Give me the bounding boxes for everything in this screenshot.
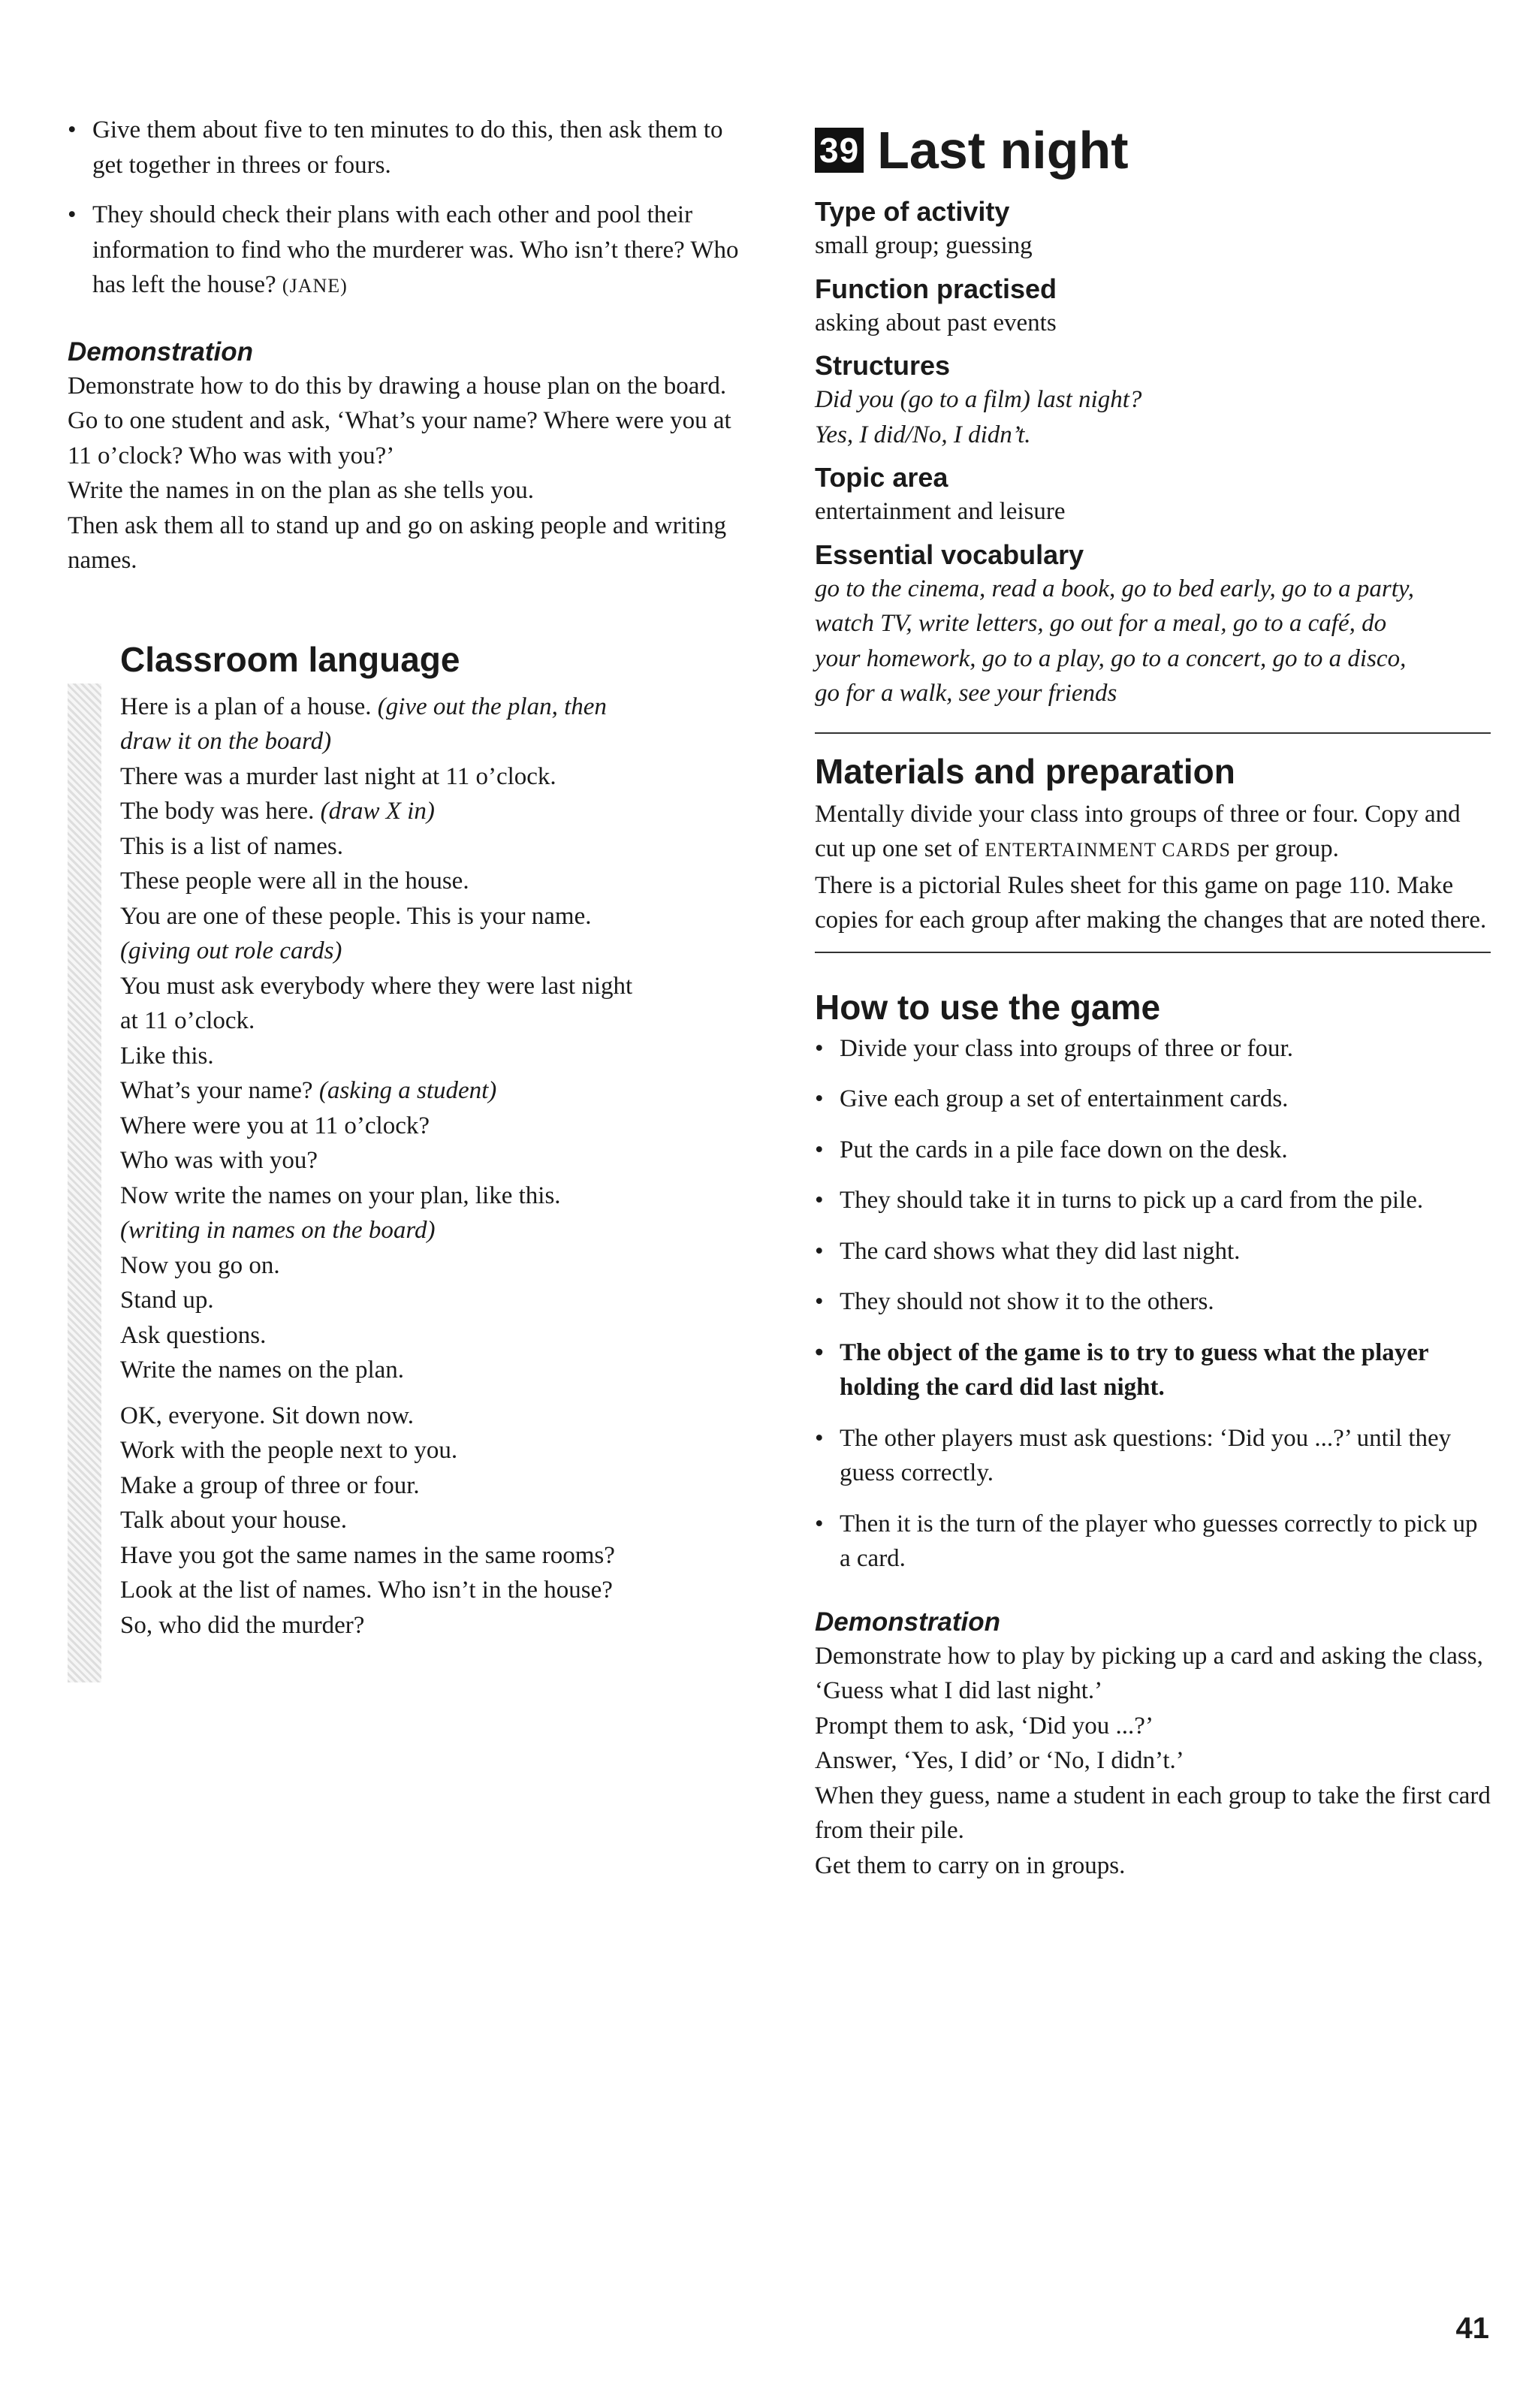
- classroom-language-line: Work with the people next to you.: [120, 1437, 458, 1464]
- materials-heading: Materials and preparation: [815, 751, 1235, 791]
- paragraph: Then ask them all to stand up and go on asking people and writing names.: [68, 511, 727, 574]
- classroom-language-line: Stand up.: [120, 1287, 214, 1314]
- paragraph: Demonstrate how to play by picking up a card and asking the class, ‘Guess what I did last night.’: [815, 1642, 1483, 1704]
- classroom-language-line: There was a murder last night at 11 o’clock.: [120, 762, 556, 790]
- classroom-language-line: Talk about your house.: [120, 1507, 347, 1534]
- bullet-dot-icon: •: [815, 1338, 824, 1366]
- classroom-language-line: OK, everyone. Sit down now.: [120, 1402, 415, 1429]
- stage-direction: (draw X in): [320, 798, 435, 825]
- classroom-language-line: Who was with you?: [120, 1147, 318, 1174]
- classroom-language-line: Like this.: [120, 1042, 214, 1070]
- bullet-dot-icon: •: [815, 1237, 824, 1265]
- classroom-language-lines: [120, 690, 743, 1388]
- stage-direction: (give out the plan, then: [377, 693, 607, 720]
- paragraph: Demonstrate how to do this by drawing a house plan on the board.: [68, 372, 727, 400]
- vocabulary-line: your homework, go to a play, go to a concert, go to a disco,: [815, 644, 1407, 672]
- classroom-language-line: Here is a plan of a house. (give out the plan, then: [120, 693, 607, 720]
- page-title: Last night: [877, 121, 1129, 180]
- paragraph: Answer, ‘Yes, I did’ or ‘No, I didn’t.’: [815, 1747, 1184, 1774]
- vocabulary-line: go for a walk, see your friends: [815, 680, 1117, 707]
- paragraph: When they guess, name a student in each group to take the first card from their pile.: [815, 1782, 1491, 1844]
- list-item: • Then it is the turn of the player who guesses correctly to pick up a card.: [815, 1507, 1491, 1577]
- bullet-dot-icon: •: [815, 1424, 824, 1452]
- bullet-dot-icon: •: [815, 1034, 824, 1062]
- activity-number-badge: 39: [815, 128, 864, 173]
- paragraph: Get them to carry on in groups.: [815, 1851, 1126, 1879]
- classroom-language-line: [120, 724, 743, 759]
- type-value: small group; guessing: [815, 232, 1033, 259]
- bullet-dot-icon: •: [68, 116, 77, 143]
- classroom-language-line: Make a group of three or four.: [120, 1471, 420, 1499]
- function-value: asking about past events: [815, 309, 1057, 336]
- classroom-language-line: This is a list of names.: [120, 832, 343, 860]
- list-item: • Give them about five to ten minutes to do this, then ask them to get together in threes or fours.: [68, 113, 743, 183]
- classroom-language-lines-2: [120, 1399, 743, 1643]
- classroom-language-line: Now you go on.: [120, 1251, 280, 1279]
- paragraph: Prompt them to ask, ‘Did you ...?’: [815, 1712, 1154, 1740]
- classroom-language-line: [120, 1213, 743, 1248]
- classroom-language-line: So, who did the murder?: [120, 1611, 365, 1639]
- stage-direction: (giving out role cards): [120, 937, 342, 964]
- bullet-dot-icon: •: [815, 1510, 824, 1537]
- list-item: • Give each group a set of entertainment cards.: [815, 1082, 1491, 1117]
- classroom-language-line: Look at the list of names. Who isn’t in the house?: [120, 1577, 613, 1604]
- stage-direction: draw it on the board): [120, 728, 332, 755]
- classroom-language-line: What’s your name? (asking a student): [120, 1077, 497, 1104]
- materials-paragraph: There is a pictorial Rules sheet for this game on page 110. Make copies for each group after making the changes that are noted there.: [815, 871, 1487, 934]
- list-item: • Divide your class into groups of three or four.: [815, 1031, 1491, 1067]
- classroom-language-line: Now write the names on your plan, like this.: [120, 1181, 561, 1209]
- character-name: (JANE): [282, 275, 348, 297]
- vocabulary-line: watch TV, write letters, go out for a meal, go to a café, do: [815, 610, 1387, 637]
- classroom-language-heading: Classroom language: [120, 639, 460, 679]
- how-to-bullet-list: [815, 1031, 1491, 1577]
- list-item: • The card shows what they did last night.: [815, 1234, 1491, 1269]
- classroom-language-line: [120, 934, 743, 969]
- list-item: • They should take it in turns to pick up a card from the pile.: [815, 1183, 1491, 1218]
- bullet-dot-icon: •: [815, 1085, 824, 1112]
- demonstration-heading: Demonstration: [815, 1607, 1000, 1637]
- vocabulary-label: Essential vocabulary: [815, 539, 1084, 570]
- bullet-dot-icon: •: [68, 201, 77, 228]
- left-column: [68, 113, 743, 1643]
- vocabulary-line: go to the cinema, read a book, go to bed early, go to a party,: [815, 575, 1414, 602]
- list-item: • Put the cards in a pile face down on the desk.: [815, 1133, 1491, 1168]
- list-item: • They should check their plans with each other and pool their information to find who the murderer was. Who isn’t there? Who has left the house? (JANE): [68, 198, 743, 304]
- paragraph: Go to one student and ask, ‘What’s your name? Where were you at 11 o’clock? Who was with you?’: [68, 407, 731, 469]
- activity-title: [815, 113, 1491, 188]
- intro-bullet-list: [68, 113, 743, 304]
- topic-label: Topic area: [815, 462, 948, 493]
- bullet-dot-icon: •: [815, 1136, 824, 1163]
- classroom-language-line: These people were all in the house.: [120, 868, 469, 895]
- structures-label: Structures: [815, 350, 951, 381]
- classroom-language-line: at 11 o’clock.: [120, 1007, 255, 1034]
- list-item: • The other players must ask questions: ‘Did you ...?’ until they guess correctly.: [815, 1421, 1491, 1491]
- bullet-dot-icon: •: [815, 1187, 824, 1214]
- classroom-language-line: The body was here. (draw X in): [120, 798, 435, 825]
- materials-paragraph: Mentally divide your class into groups of three or four. Copy and cut up one set of ENTERTAINMENT CARDS per group.: [815, 800, 1461, 862]
- type-label: Type of activity: [815, 196, 1010, 227]
- classroom-language-box: [68, 638, 743, 1643]
- page-number: 41: [1455, 2312, 1489, 2345]
- stage-direction: (asking a student): [318, 1077, 497, 1104]
- right-column: [815, 113, 1491, 1883]
- function-label: Function practised: [815, 273, 1057, 304]
- stage-direction: (writing in names on the board): [120, 1217, 436, 1244]
- topic-value: entertainment and leisure: [815, 498, 1066, 525]
- list-item: • They should not show it to the others.: [815, 1284, 1491, 1320]
- classroom-language-line: Where were you at 11 o’clock?: [120, 1112, 430, 1139]
- classroom-language-line: Have you got the same names in the same rooms?: [120, 1541, 615, 1569]
- how-to-heading: How to use the game: [815, 987, 1161, 1027]
- structure-line: Yes, I did/No, I didn’t.: [815, 421, 1031, 448]
- paragraph: Write the names in on the plan as she tells you.: [68, 477, 534, 504]
- classroom-language-line: You are one of these people. This is your name.: [120, 902, 592, 930]
- structure-line: Did you (go to a film) last night?: [815, 386, 1142, 413]
- classroom-language-line: Ask questions.: [120, 1321, 267, 1349]
- list-item: • The object of the game is to try to guess what the player holding the card did last night.: [815, 1335, 1491, 1405]
- demonstration-heading: Demonstration: [68, 336, 253, 367]
- classroom-language-line: Write the names on the plan.: [120, 1356, 405, 1384]
- bullet-dot-icon: •: [815, 1288, 824, 1315]
- classroom-language-line: You must ask everybody where they were last night: [120, 972, 633, 1000]
